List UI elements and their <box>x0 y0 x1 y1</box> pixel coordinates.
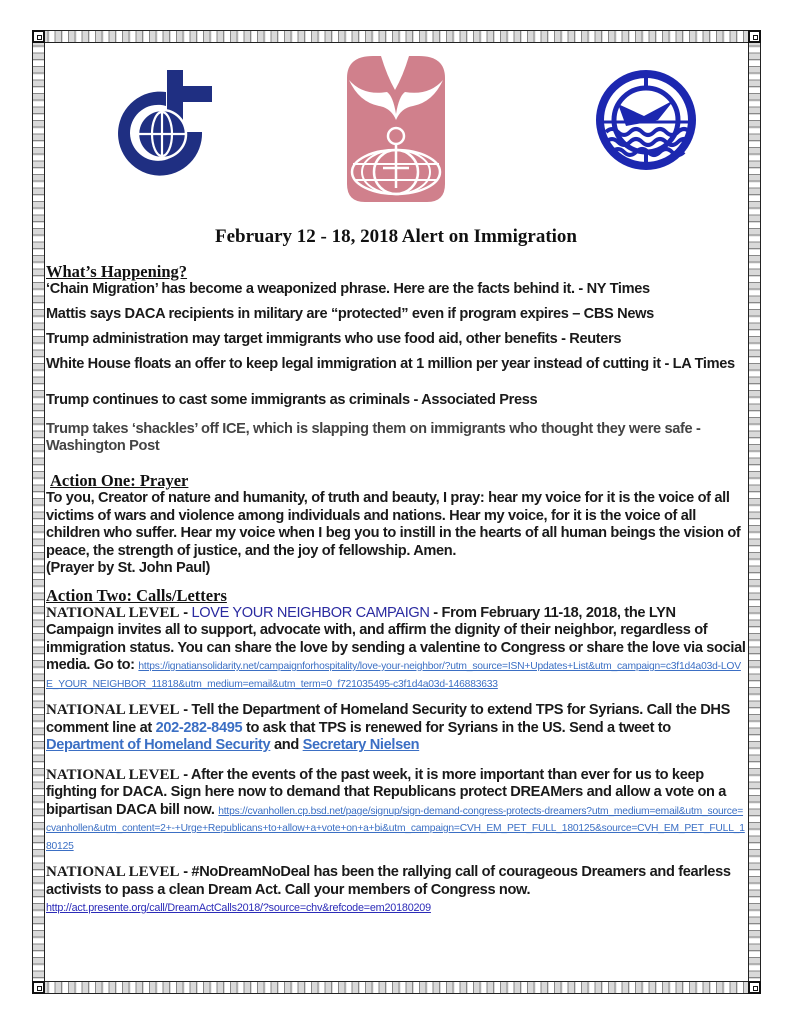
action-text: - Tell the Department of Homeland Security to extend TPS for Syrians. Call the DHS comment line at <box>46 702 730 736</box>
border-corner <box>32 30 45 43</box>
level-label: NATIONAL LEVEL <box>46 864 180 880</box>
love-your-neighbor-link[interactable]: https://ignatiansolidarity.net/campaignforhospitality/love-your-neighbor/?utm_source=ISN+Updates+List&utm_campaign=c3f1d4a03d-LOVE_YOUR_NEIGHBOR_11818&utm_medium=email&utm_term=0_f721035495-c3f1d4a03d-146883633 <box>46 661 741 690</box>
news-item: Trump takes ‘shackles’ off ICE, which is slapping them on immigrants who thought they were safe - Washington Post <box>46 421 701 454</box>
border-corner <box>748 981 761 994</box>
level-label: NATIONAL LEVEL <box>46 702 180 718</box>
news-item: White House floats an offer to keep legal immigration at 1 million per year instead of cutting it - LA Times <box>46 356 735 372</box>
whats-happening-heading: What’s Happening? <box>46 262 188 281</box>
prayer-text: To you, Creator of nature and humanity, of truth and beauty, I pray: hear my voice for it is the voice of all victims of wars and violence among individuals and nations. Hear my voice, for it is the voice of all children who suffer. Hear my voice when I beg you to instill in the hearts of all human beings the vision of peace, the strength of justice, and the joy of fellowship. Amen. <box>46 490 741 559</box>
news-item: Mattis says DACA recipients in military are “protected” even if program expires – CBS News <box>46 306 654 322</box>
level-label: NATIONAL LEVEL <box>46 766 180 783</box>
daca-petition-link[interactable]: https://cvanhollen.cp.bsd.net/page/signup/sign-demand-congress-protects-dreamers?utm_medium=email&utm_source=cvanhollen&utm_content=2+-+Urge+Republicans+to+allow+a+vote+on+a+bi&utm_campaign=CVH_EM_PET_FULL_180125&source=CVH_EM_PET_FULL_180125 <box>46 805 745 852</box>
action-text: and <box>270 737 303 753</box>
border-bottom <box>32 981 761 994</box>
action-text: - After the events of the past week, it is more important than ever for us to keep fighting for DACA. Sign here now to demand that Republicans protect DREAMers and allow a vote on a bipartisan DACA bill now. <box>46 766 727 818</box>
dove-globe-logo <box>343 56 449 202</box>
secretary-nielsen-link[interactable]: Secretary Nielsen <box>302 737 420 753</box>
level-label: NATIONAL LEVEL <box>46 604 180 621</box>
action-item-love-your-neighbor: NATIONAL LEVEL - LOVE YOUR NEIGHBOR CAMPAIGN - From February 11-18, 2018, the LYN Campaign invites all to support, advocate with, and affirm the dignity of their neighbor, regardless of immigration status. You can share the love by sending a valentine to Congress or share the love via social media. Go to: https://ignatiansolidarity.net/campaignforhospitality/love-your-neighbor/?utm_source=ISN+Updates+List&utm_campaign=c3f1d4a03d-LOVE_YOUR_NEIGHBOR_11818&utm_medium=email&utm_term=0_f721035495-c3f1d4a03d-146883633 <box>46 604 746 690</box>
border-top <box>32 30 761 43</box>
dhs-twitter-link[interactable]: Department of Homeland Security <box>46 737 271 753</box>
news-item: Trump administration may target immigrants who use food aid, other benefits - Reuters <box>46 331 622 347</box>
news-item: ‘Chain Migration’ has become a weaponized phrase. Here are the facts behind it. - NY Times <box>46 281 650 297</box>
prayer-attribution: (Prayer by St. John Paul) <box>46 560 210 576</box>
action-one-heading: Action One: Prayer <box>50 471 189 490</box>
cross-and-globe-logo <box>106 70 212 176</box>
bird-waves-logo <box>596 70 696 170</box>
news-item: Trump continues to cast some immigrants as criminals - Associated Press <box>46 392 538 408</box>
action-text: - From February 11-18, 2018, the LYN Campaign invites all to support, advocate with, and affirm the dignity of their neighbor, regardless of immigration status. You can share the love by sending a valentine to Congress or share the love via social media. Go to: <box>46 604 746 673</box>
alert-content <box>46 226 746 918</box>
border-right <box>748 30 761 994</box>
action-item-dream-act <box>46 864 746 918</box>
action-two-heading: Action Two: Calls/Letters <box>46 585 227 605</box>
border-left <box>32 30 45 994</box>
page-title: February 12 - 18, 2018 Alert on Immigration <box>214 226 577 247</box>
dhs-phone-link[interactable]: 202-282-8495 <box>155 719 243 736</box>
action-text: - #NoDreamNoDeal has been the rallying call of courageous Dreamers and fearless activists to pass a clean Dream Act. Call your members of Congress now. <box>46 864 731 898</box>
dream-act-calls-link[interactable]: http://act.presente.org/call/DreamActCalls2018/?source=chv&refcode=em20180209 <box>46 902 431 914</box>
campaign-name: LOVE YOUR NEIGHBOR CAMPAIGN <box>191 604 430 621</box>
action-text: to ask that TPS is renewed for Syrians in the US. Send a tweet to <box>242 719 671 736</box>
action-item-tps-syrians <box>46 702 746 755</box>
border-corner <box>32 981 45 994</box>
action-item-daca-petition <box>46 767 746 855</box>
border-corner <box>748 30 761 43</box>
